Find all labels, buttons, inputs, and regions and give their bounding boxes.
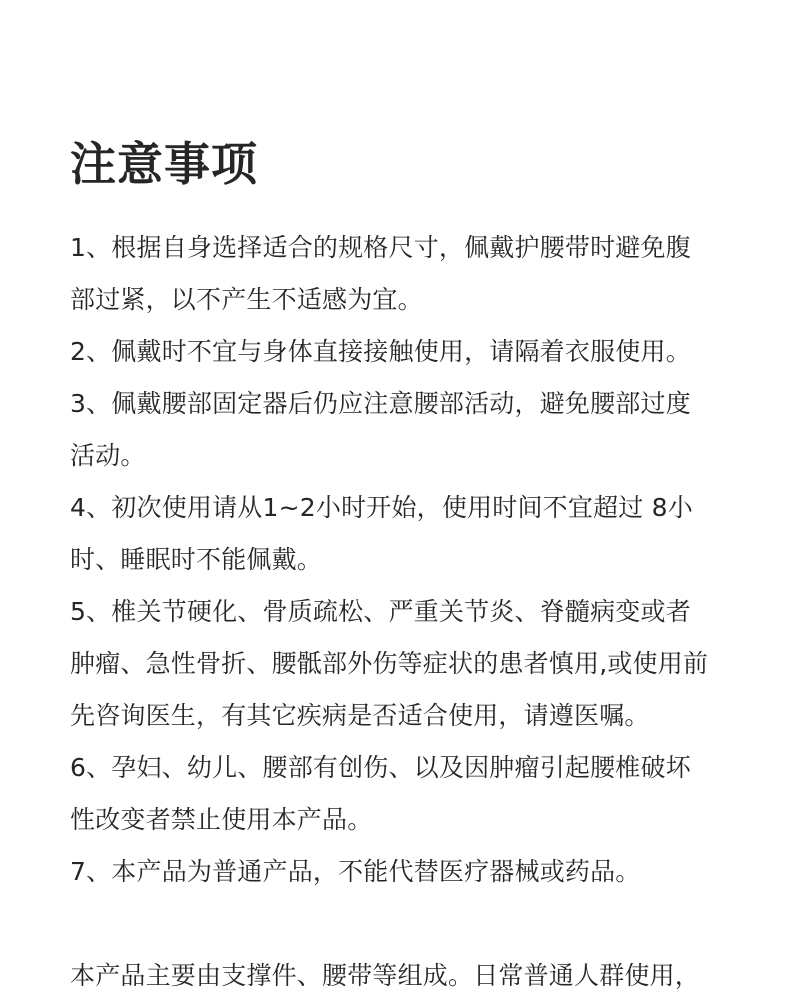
note-line: 肿瘤、急性骨折、腰骶部外伤等症状的患者慎用,或使用前 <box>70 649 709 678</box>
product-description: 本产品主要由支撑件、腰带等组成。日常普通人群使用， <box>70 961 701 990</box>
note-line: 先咨询医生，有其它疾病是否适合使用，请遵医嘱。 <box>70 701 650 730</box>
note-line: 2、佩戴时不宜与身体直接接触使用，请隔着衣服使用。 <box>70 337 691 366</box>
note-line: 7、本产品为普通产品，不能代替医疗器械或药品。 <box>70 857 641 886</box>
note-line: 4、初次使用请从1~2小时开始，使用时间不宜超过 8小 <box>70 493 693 522</box>
note-line: 1、根据自身选择适合的规格尺寸，佩戴护腰带时避免腹 <box>70 233 691 262</box>
note-line: 5、椎关节硬化、骨质疏松、严重关节炎、脊髓病变或者 <box>70 597 691 626</box>
note-line: 时、睡眠时不能佩戴。 <box>70 545 323 574</box>
note-line: 3、佩戴腰部固定器后仍应注意腰部活动，避免腰部过度 <box>70 389 691 418</box>
notes-list <box>70 222 730 898</box>
note-line: 6、孕妇、幼儿、腰部有创伤、以及因肿瘤引起腰椎破坏 <box>70 753 691 782</box>
note-line: 部过紧，以不产生不适感为宜。 <box>70 285 423 314</box>
note-line: 性改变者禁止使用本产品。 <box>70 805 373 834</box>
page-title: 注意事项 <box>70 137 258 191</box>
note-line: 活动。 <box>70 441 146 470</box>
